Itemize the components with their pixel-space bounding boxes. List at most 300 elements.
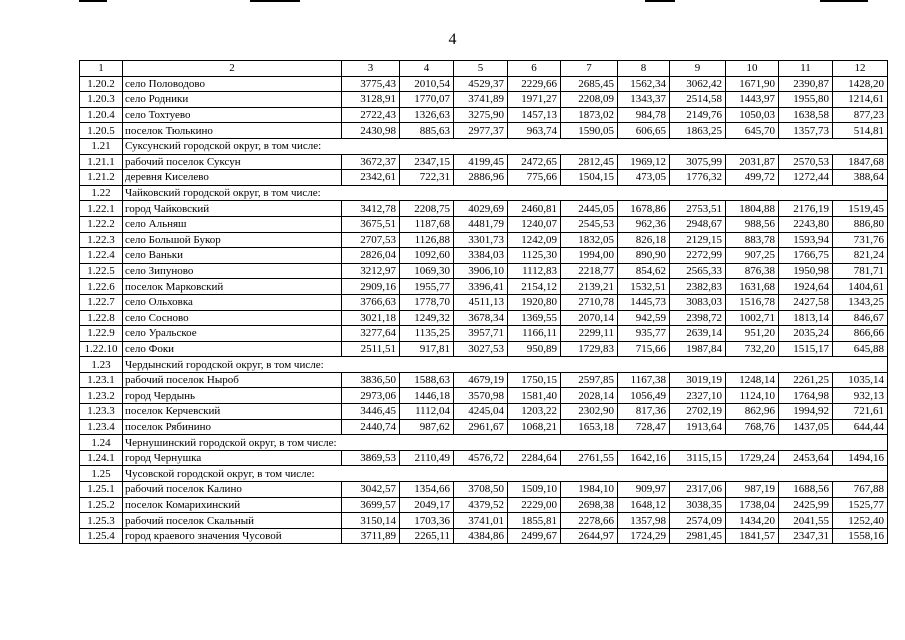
value-cell: 2154,12 xyxy=(508,279,561,295)
table-row xyxy=(80,92,888,108)
value-cell: 1588,63 xyxy=(400,372,454,388)
value-cell: 1724,29 xyxy=(618,528,670,544)
value-cell: 1855,81 xyxy=(508,513,561,529)
settlement-name: город Чайковский xyxy=(123,201,342,217)
value-cell: 1446,18 xyxy=(400,388,454,404)
value-cell: 2826,04 xyxy=(342,248,400,264)
value-cell: 1445,73 xyxy=(618,294,670,310)
value-cell: 1987,84 xyxy=(670,341,726,357)
value-cell: 721,61 xyxy=(833,404,888,420)
value-cell: 4481,79 xyxy=(454,216,508,232)
row-code: 1.20.3 xyxy=(80,92,123,108)
value-cell: 2707,53 xyxy=(342,232,400,248)
value-cell: 2753,51 xyxy=(670,201,726,217)
value-cell: 1050,03 xyxy=(726,107,779,123)
settlement-name: поселок Комарихинский xyxy=(123,497,342,513)
value-cell: 1112,83 xyxy=(508,263,561,279)
value-cell: 3957,71 xyxy=(454,326,508,342)
value-cell: 1770,07 xyxy=(400,92,454,108)
column-header: 4 xyxy=(400,61,454,77)
value-cell: 768,76 xyxy=(726,419,779,435)
row-code: 1.23.2 xyxy=(80,388,123,404)
value-cell: 1841,57 xyxy=(726,528,779,544)
value-cell: 3275,90 xyxy=(454,107,508,123)
value-cell: 1750,15 xyxy=(508,372,561,388)
value-cell: 1873,02 xyxy=(561,107,618,123)
value-cell: 2342,61 xyxy=(342,170,400,186)
value-cell: 3675,51 xyxy=(342,216,400,232)
value-cell: 1002,71 xyxy=(726,310,779,326)
value-cell: 1558,16 xyxy=(833,528,888,544)
settlement-name: село Ваньки xyxy=(123,248,342,264)
column-header: 5 xyxy=(454,61,508,77)
row-code: 1.25.3 xyxy=(80,513,123,529)
row-code: 1.22.3 xyxy=(80,232,123,248)
value-cell: 1092,60 xyxy=(400,248,454,264)
value-cell: 2347,15 xyxy=(400,154,454,170)
column-header: 7 xyxy=(561,61,618,77)
value-cell: 3128,91 xyxy=(342,92,400,108)
section-title: Чусовской городской округ, в том числе: xyxy=(123,466,888,482)
value-cell: 1437,05 xyxy=(779,419,833,435)
settlement-name: рабочий поселок Скальный xyxy=(123,513,342,529)
value-cell: 2425,99 xyxy=(779,497,833,513)
table-row xyxy=(80,248,888,264)
value-cell: 2317,06 xyxy=(670,482,726,498)
value-cell: 2445,05 xyxy=(561,201,618,217)
page-number: 4 xyxy=(448,31,457,48)
value-cell: 1950,98 xyxy=(779,263,833,279)
value-cell: 1631,68 xyxy=(726,279,779,295)
value-cell: 2761,55 xyxy=(561,450,618,466)
value-cell: 3672,37 xyxy=(342,154,400,170)
value-cell: 1443,97 xyxy=(726,92,779,108)
value-cell: 2710,78 xyxy=(561,294,618,310)
value-cell: 1593,94 xyxy=(779,232,833,248)
row-code: 1.24.1 xyxy=(80,450,123,466)
value-cell: 715,66 xyxy=(618,341,670,357)
value-cell: 4529,37 xyxy=(454,76,508,92)
column-header: 10 xyxy=(726,61,779,77)
value-cell: 942,59 xyxy=(618,310,670,326)
value-cell: 2272,99 xyxy=(670,248,726,264)
value-cell: 1984,10 xyxy=(561,482,618,498)
value-cell: 2639,14 xyxy=(670,326,726,342)
table-row xyxy=(80,513,888,529)
value-cell: 1124,10 xyxy=(726,388,779,404)
row-code: 1.22.10 xyxy=(80,341,123,357)
value-cell: 1249,32 xyxy=(400,310,454,326)
value-cell: 2961,67 xyxy=(454,419,508,435)
value-cell: 817,36 xyxy=(618,404,670,420)
value-cell: 1343,25 xyxy=(833,294,888,310)
settlement-name: город Чердынь xyxy=(123,388,342,404)
value-cell: 963,74 xyxy=(508,123,561,139)
value-cell: 984,78 xyxy=(618,107,670,123)
value-cell: 3446,45 xyxy=(342,404,400,420)
settlement-name: село Тохтуево xyxy=(123,107,342,123)
value-cell: 1069,30 xyxy=(400,263,454,279)
value-cell: 866,66 xyxy=(833,326,888,342)
value-cell: 473,05 xyxy=(618,170,670,186)
section-row xyxy=(80,466,888,482)
table-row xyxy=(80,419,888,435)
table-body xyxy=(80,61,888,544)
value-cell: 1428,20 xyxy=(833,76,888,92)
value-cell: 2010,54 xyxy=(400,76,454,92)
table-row xyxy=(80,326,888,342)
value-cell: 950,89 xyxy=(508,341,561,357)
value-cell: 1994,00 xyxy=(561,248,618,264)
value-cell: 1240,07 xyxy=(508,216,561,232)
value-cell: 883,78 xyxy=(726,232,779,248)
settlement-name: поселок Тюлькино xyxy=(123,123,342,139)
value-cell: 775,66 xyxy=(508,170,561,186)
settlement-name: рабочий поселок Суксун xyxy=(123,154,342,170)
value-cell: 2570,53 xyxy=(779,154,833,170)
section-title: Чердынский городской округ, в том числе: xyxy=(123,357,888,373)
value-cell: 2229,66 xyxy=(508,76,561,92)
value-cell: 1924,64 xyxy=(779,279,833,295)
value-cell: 2460,81 xyxy=(508,201,561,217)
row-code: 1.22 xyxy=(80,185,123,201)
value-cell: 877,23 xyxy=(833,107,888,123)
value-cell: 951,20 xyxy=(726,326,779,342)
row-code: 1.20.2 xyxy=(80,76,123,92)
value-cell: 781,71 xyxy=(833,263,888,279)
value-cell: 3412,78 xyxy=(342,201,400,217)
table-row xyxy=(80,232,888,248)
value-cell: 4679,19 xyxy=(454,372,508,388)
row-code: 1.20.4 xyxy=(80,107,123,123)
settlement-name: село Альняш xyxy=(123,216,342,232)
value-cell: 821,24 xyxy=(833,248,888,264)
row-code: 1.21.2 xyxy=(80,170,123,186)
value-cell: 2265,11 xyxy=(400,528,454,544)
settlement-name: город краевого значения Чусовой xyxy=(123,528,342,544)
settlement-name: рабочий поселок Ныроб xyxy=(123,372,342,388)
value-cell: 2499,67 xyxy=(508,528,561,544)
value-cell: 876,38 xyxy=(726,263,779,279)
value-cell: 4245,04 xyxy=(454,404,508,420)
table-row xyxy=(80,170,888,186)
value-cell: 987,62 xyxy=(400,419,454,435)
value-cell: 2698,38 xyxy=(561,497,618,513)
value-cell: 3062,42 xyxy=(670,76,726,92)
value-cell: 3384,03 xyxy=(454,248,508,264)
value-cell: 2644,97 xyxy=(561,528,618,544)
value-cell: 1832,05 xyxy=(561,232,618,248)
value-cell: 909,97 xyxy=(618,482,670,498)
value-cell: 3741,89 xyxy=(454,92,508,108)
section-row xyxy=(80,357,888,373)
value-cell: 2909,16 xyxy=(342,279,400,295)
value-cell: 3906,10 xyxy=(454,263,508,279)
value-cell: 3836,50 xyxy=(342,372,400,388)
value-cell: 2229,00 xyxy=(508,497,561,513)
value-cell: 1035,14 xyxy=(833,372,888,388)
settlement-name: село Сосново xyxy=(123,310,342,326)
value-cell: 1056,49 xyxy=(618,388,670,404)
value-cell: 499,72 xyxy=(726,170,779,186)
value-cell: 2430,98 xyxy=(342,123,400,139)
value-cell: 1863,25 xyxy=(670,123,726,139)
value-cell: 1272,44 xyxy=(779,170,833,186)
table-row xyxy=(80,372,888,388)
settlement-name: село Половодово xyxy=(123,76,342,92)
value-cell: 2327,10 xyxy=(670,388,726,404)
value-cell: 1112,04 xyxy=(400,404,454,420)
value-cell: 3396,41 xyxy=(454,279,508,295)
value-cell: 4029,69 xyxy=(454,201,508,217)
row-code: 1.22.8 xyxy=(80,310,123,326)
value-cell: 1068,21 xyxy=(508,419,561,435)
value-cell: 3075,99 xyxy=(670,154,726,170)
value-cell: 2398,72 xyxy=(670,310,726,326)
value-cell: 2981,45 xyxy=(670,528,726,544)
value-cell: 3019,19 xyxy=(670,372,726,388)
value-cell: 2453,64 xyxy=(779,450,833,466)
value-cell: 1955,77 xyxy=(400,279,454,295)
section-row xyxy=(80,138,888,154)
value-cell: 2886,96 xyxy=(454,170,508,186)
row-code: 1.25.2 xyxy=(80,497,123,513)
row-code: 1.23.1 xyxy=(80,372,123,388)
value-cell: 2440,74 xyxy=(342,419,400,435)
value-cell: 3021,18 xyxy=(342,310,400,326)
column-header: 2 xyxy=(123,61,342,77)
value-cell: 2390,87 xyxy=(779,76,833,92)
section-title: Чайковский городской округ, в том числе: xyxy=(123,185,888,201)
section-title: Чернушинский городской округ, в том числе: xyxy=(123,435,888,451)
value-cell: 2261,25 xyxy=(779,372,833,388)
settlement-name: поселок Марковский xyxy=(123,279,342,295)
value-cell: 388,64 xyxy=(833,170,888,186)
value-cell: 2139,21 xyxy=(561,279,618,295)
value-cell: 1494,16 xyxy=(833,450,888,466)
settlement-name: поселок Рябинино xyxy=(123,419,342,435)
value-cell: 1913,64 xyxy=(670,419,726,435)
value-cell: 2977,37 xyxy=(454,123,508,139)
value-cell: 3115,15 xyxy=(670,450,726,466)
value-cell: 1678,86 xyxy=(618,201,670,217)
settlement-name: село Родники xyxy=(123,92,342,108)
value-cell: 2035,24 xyxy=(779,326,833,342)
value-cell: 1738,04 xyxy=(726,497,779,513)
table-row xyxy=(80,388,888,404)
settlement-name: село Уральское xyxy=(123,326,342,342)
value-cell: 1434,20 xyxy=(726,513,779,529)
section-row xyxy=(80,185,888,201)
value-cell: 3678,34 xyxy=(454,310,508,326)
value-cell: 2243,80 xyxy=(779,216,833,232)
value-cell: 2545,53 xyxy=(561,216,618,232)
value-cell: 645,88 xyxy=(833,341,888,357)
value-cell: 1778,70 xyxy=(400,294,454,310)
value-cell: 1804,88 xyxy=(726,201,779,217)
value-cell: 644,44 xyxy=(833,419,888,435)
value-cell: 1955,80 xyxy=(779,92,833,108)
table-row xyxy=(80,450,888,466)
value-cell: 3741,01 xyxy=(454,513,508,529)
settlement-name: деревня Киселево xyxy=(123,170,342,186)
value-cell: 3083,03 xyxy=(670,294,726,310)
column-header: 9 xyxy=(670,61,726,77)
value-cell: 606,65 xyxy=(618,123,670,139)
value-cell: 2565,33 xyxy=(670,263,726,279)
settlement-name: село Ольховка xyxy=(123,294,342,310)
value-cell: 3212,97 xyxy=(342,263,400,279)
row-code: 1.25.1 xyxy=(80,482,123,498)
row-code: 1.25.4 xyxy=(80,528,123,544)
value-cell: 862,96 xyxy=(726,404,779,420)
row-code: 1.22.4 xyxy=(80,248,123,264)
table-row xyxy=(80,294,888,310)
value-cell: 3708,50 xyxy=(454,482,508,498)
column-header: 6 xyxy=(508,61,561,77)
value-cell: 1166,11 xyxy=(508,326,561,342)
value-cell: 2948,67 xyxy=(670,216,726,232)
value-cell: 1847,68 xyxy=(833,154,888,170)
table-row xyxy=(80,76,888,92)
row-code: 1.25 xyxy=(80,466,123,482)
value-cell: 1519,45 xyxy=(833,201,888,217)
top-edge-mark xyxy=(79,0,107,2)
table-row xyxy=(80,279,888,295)
value-cell: 1813,14 xyxy=(779,310,833,326)
row-code: 1.24 xyxy=(80,435,123,451)
table-row xyxy=(80,154,888,170)
value-cell: 2284,64 xyxy=(508,450,561,466)
table-row xyxy=(80,497,888,513)
value-cell: 1994,92 xyxy=(779,404,833,420)
value-cell: 2514,58 xyxy=(670,92,726,108)
value-cell: 1187,68 xyxy=(400,216,454,232)
row-code: 1.22.5 xyxy=(80,263,123,279)
row-code: 1.22.7 xyxy=(80,294,123,310)
value-cell: 2511,51 xyxy=(342,341,400,357)
settlement-name: село Фоки xyxy=(123,341,342,357)
value-cell: 2028,14 xyxy=(561,388,618,404)
value-cell: 2299,11 xyxy=(561,326,618,342)
value-cell: 1671,90 xyxy=(726,76,779,92)
value-cell: 962,36 xyxy=(618,216,670,232)
row-code: 1.22.2 xyxy=(80,216,123,232)
value-cell: 3277,64 xyxy=(342,326,400,342)
value-cell: 1562,34 xyxy=(618,76,670,92)
value-cell: 728,47 xyxy=(618,419,670,435)
settlement-name: город Чернушка xyxy=(123,450,342,466)
value-cell: 1638,58 xyxy=(779,107,833,123)
value-cell: 1766,75 xyxy=(779,248,833,264)
value-cell: 645,70 xyxy=(726,123,779,139)
value-cell: 4199,45 xyxy=(454,154,508,170)
value-cell: 3038,35 xyxy=(670,497,726,513)
value-cell: 2702,19 xyxy=(670,404,726,420)
value-cell: 3699,57 xyxy=(342,497,400,513)
tariff-table xyxy=(79,60,888,544)
settlement-name: рабочий поселок Калино xyxy=(123,482,342,498)
value-cell: 1326,63 xyxy=(400,107,454,123)
row-code: 1.22.6 xyxy=(80,279,123,295)
value-cell: 2427,58 xyxy=(779,294,833,310)
value-cell: 2973,06 xyxy=(342,388,400,404)
value-cell: 890,90 xyxy=(618,248,670,264)
value-cell: 1357,98 xyxy=(618,513,670,529)
row-code: 1.22.9 xyxy=(80,326,123,342)
value-cell: 846,67 xyxy=(833,310,888,326)
value-cell: 732,20 xyxy=(726,341,779,357)
column-header: 12 xyxy=(833,61,888,77)
top-edge-mark xyxy=(820,0,868,2)
table-row xyxy=(80,310,888,326)
value-cell: 988,56 xyxy=(726,216,779,232)
value-cell: 1969,12 xyxy=(618,154,670,170)
value-cell: 3150,14 xyxy=(342,513,400,529)
value-cell: 722,31 xyxy=(400,170,454,186)
table-row xyxy=(80,263,888,279)
value-cell: 1729,24 xyxy=(726,450,779,466)
value-cell: 2302,90 xyxy=(561,404,618,420)
value-cell: 731,76 xyxy=(833,232,888,248)
value-cell: 2218,77 xyxy=(561,263,618,279)
value-cell: 1509,10 xyxy=(508,482,561,498)
value-cell: 3301,73 xyxy=(454,232,508,248)
value-cell: 2129,15 xyxy=(670,232,726,248)
value-cell: 1648,12 xyxy=(618,497,670,513)
top-edge-mark xyxy=(645,0,675,2)
value-cell: 1214,61 xyxy=(833,92,888,108)
value-cell: 1203,22 xyxy=(508,404,561,420)
row-code: 1.23.3 xyxy=(80,404,123,420)
value-cell: 854,62 xyxy=(618,263,670,279)
value-cell: 3775,43 xyxy=(342,76,400,92)
value-cell: 987,19 xyxy=(726,482,779,498)
value-cell: 885,63 xyxy=(400,123,454,139)
value-cell: 1590,05 xyxy=(561,123,618,139)
value-cell: 767,88 xyxy=(833,482,888,498)
value-cell: 3042,57 xyxy=(342,482,400,498)
value-cell: 917,81 xyxy=(400,341,454,357)
row-code: 1.21 xyxy=(80,138,123,154)
value-cell: 2049,17 xyxy=(400,497,454,513)
value-cell: 1516,78 xyxy=(726,294,779,310)
value-cell: 886,80 xyxy=(833,216,888,232)
value-cell: 4384,86 xyxy=(454,528,508,544)
column-header: 8 xyxy=(618,61,670,77)
value-cell: 2382,83 xyxy=(670,279,726,295)
value-cell: 1920,80 xyxy=(508,294,561,310)
section-title: Суксунский городской округ, в том числе: xyxy=(123,138,888,154)
value-cell: 3869,53 xyxy=(342,450,400,466)
value-cell: 1764,98 xyxy=(779,388,833,404)
top-edge-mark xyxy=(250,0,300,2)
settlement-name: село Зипуново xyxy=(123,263,342,279)
value-cell: 2347,31 xyxy=(779,528,833,544)
value-cell: 2110,49 xyxy=(400,450,454,466)
value-cell: 1581,40 xyxy=(508,388,561,404)
row-code: 1.23.4 xyxy=(80,419,123,435)
value-cell: 4379,52 xyxy=(454,497,508,513)
value-cell: 1525,77 xyxy=(833,497,888,513)
value-cell: 1248,14 xyxy=(726,372,779,388)
table-row xyxy=(80,341,888,357)
value-cell: 2031,87 xyxy=(726,154,779,170)
table-row xyxy=(80,201,888,217)
row-code: 1.21.1 xyxy=(80,154,123,170)
value-cell: 2208,09 xyxy=(561,92,618,108)
value-cell: 1369,55 xyxy=(508,310,561,326)
